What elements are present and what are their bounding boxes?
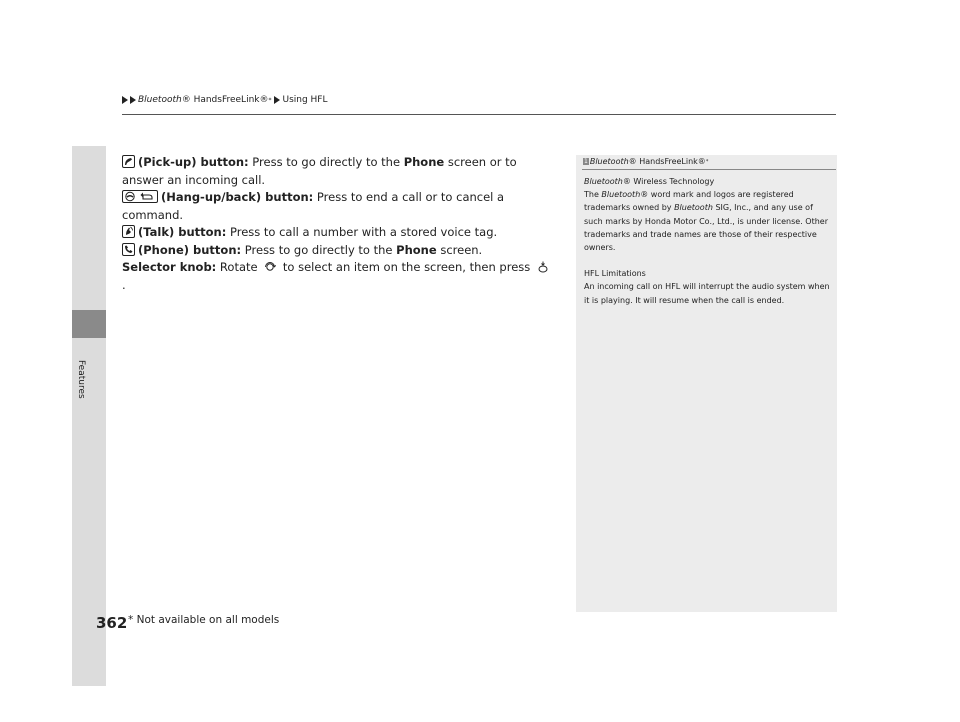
note-divider: [582, 169, 836, 170]
chapter-label: Features: [76, 360, 86, 399]
selector-description: Selector knob: Rotate to select an item on the screen, then press .: [122, 259, 552, 294]
hangup-back-icon: [122, 190, 158, 203]
pickup-description: (Pick-up) button: Press to go directly to the Phone screen or to answer an incoming call.: [122, 155, 517, 187]
footnote: * Not available on all models: [128, 614, 280, 626]
header-divider: [122, 114, 836, 115]
rotate-knob-icon: [264, 261, 276, 273]
note-wireless-heading: Bluetooth® Wireless Technology: [584, 177, 715, 186]
breadcrumb: [122, 95, 328, 105]
breadcrumb-brand: Bluetooth: [138, 95, 182, 105]
breadcrumb-section: Using HFL: [282, 95, 328, 105]
note-number: 1: [584, 158, 588, 165]
chapter-tab-marker: [72, 310, 106, 338]
breadcrumb-arrow-icon: [122, 96, 128, 104]
phone-description: (Phone) button: Press to go directly to the Phone screen.: [122, 242, 552, 260]
note-title: 1 Bluetooth ® HandsFreeLink® *: [584, 157, 709, 166]
breadcrumb-arrow-icon: [130, 96, 136, 104]
phone-icon: [122, 243, 135, 256]
note-trademark-text: The Bluetooth® word mark and logos are registered trademarks owned by Bluetooth SIG, Inc., and any use of such marks by Honda Motor Co., Ltd., is under license. Other trademarks and trade names are those of their respective owners.: [584, 190, 828, 253]
breadcrumb-arrow-icon: [274, 96, 280, 104]
sidebar-note: [576, 155, 837, 612]
page-number: 362: [96, 614, 128, 632]
talk-icon: [122, 225, 135, 238]
chapter-tab: [72, 146, 106, 686]
talk-description: (Talk) button: Press to call a number with a stored voice tag.: [122, 224, 552, 242]
note-body: [584, 175, 832, 307]
note-limitations-heading: HFL Limitations: [584, 269, 646, 279]
breadcrumb-asterisk: *: [268, 96, 272, 104]
press-knob-icon: [537, 261, 549, 273]
breadcrumb-product: ® HandsFreeLink®: [181, 95, 269, 105]
pickup-phone-icon: [122, 155, 135, 168]
main-content: [122, 154, 552, 294]
note-limitations-text: An incoming call on HFL will interrupt the audio system when it is playing. It will resume when the call is ended.: [584, 282, 830, 305]
hangup-description: (Hang-up/back) button: Press to end a call or to cancel a command.: [122, 190, 505, 222]
